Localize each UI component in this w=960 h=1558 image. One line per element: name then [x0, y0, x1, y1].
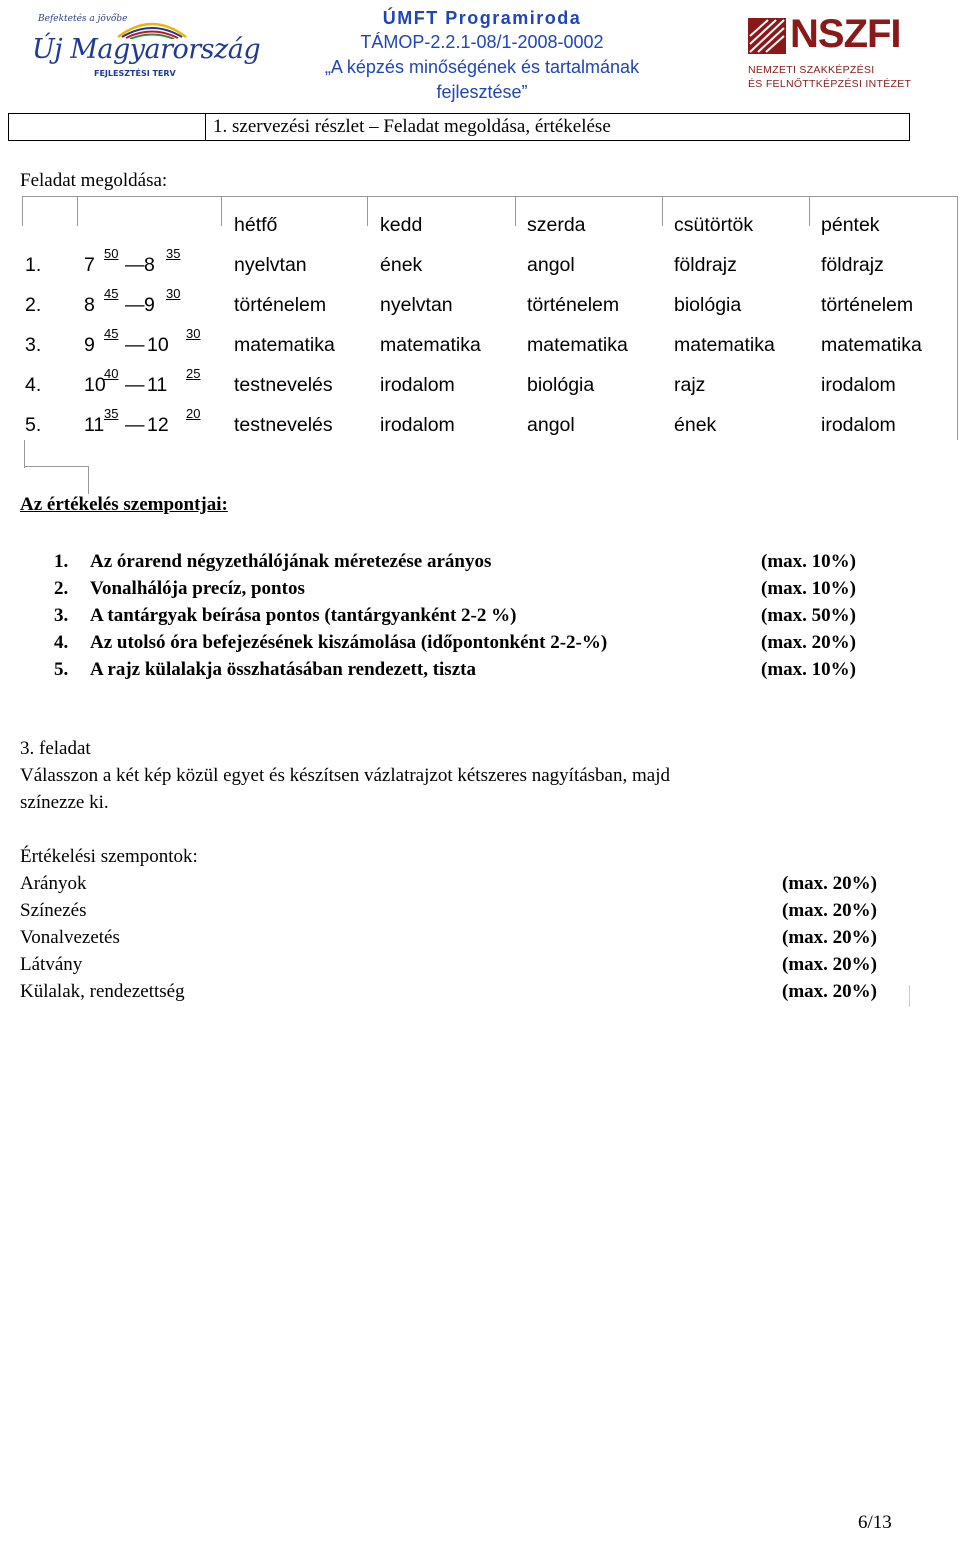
- subject-cell: nyelvtan: [380, 294, 453, 316]
- criterion-text: A rajz külalakja összhatásában rendezett, tiszta: [90, 659, 476, 680]
- table-col-divider: [809, 196, 810, 226]
- period-number: 3.: [25, 334, 42, 356]
- evaluation-title: Az értékelés szempontjai:: [20, 494, 228, 515]
- criterion-number: 2.: [54, 578, 69, 599]
- header-program-info: [262, 6, 702, 104]
- table-col-divider: [77, 196, 78, 226]
- subject-cell: matematika: [380, 334, 481, 356]
- task3-criterion-label: Vonalvezetés: [20, 927, 120, 948]
- day-header: szerda: [527, 214, 586, 236]
- task3-criteria-title: Értékelési szempontok:: [20, 846, 198, 867]
- task3-criterion-max: (max. 20%): [782, 900, 877, 921]
- title-box-divider: [205, 114, 206, 140]
- table-right-border: [957, 196, 958, 440]
- period-number: 1.: [25, 254, 42, 276]
- task3-criterion-label: Színezés: [20, 900, 87, 921]
- start-minute: 45: [104, 286, 119, 301]
- end-hour: 10: [147, 334, 169, 356]
- nszfi-line1: NEMZETI SZAKKÉPZÉSI: [748, 64, 875, 76]
- criterion-number: 5.: [54, 659, 69, 680]
- day-header: csütörtök: [674, 214, 754, 236]
- table-bottom-stub: [24, 440, 25, 468]
- start-hour: 11: [84, 414, 105, 436]
- logo-brand: Új Magyarország: [32, 34, 261, 65]
- subject-cell: angol: [527, 254, 575, 276]
- logo-subtitle: FEJLESZTÉSI TERV: [94, 69, 176, 78]
- end-hour: 12: [147, 414, 169, 436]
- criterion-text: Vonalhálója precíz, pontos: [90, 578, 305, 599]
- task3-criterion-label: Külalak, rendezettség: [20, 981, 185, 1002]
- time-dash: —: [125, 294, 145, 316]
- subject-cell: matematika: [527, 334, 628, 356]
- subject-cell: testnevelés: [234, 414, 333, 436]
- time-dash: —: [125, 254, 145, 276]
- criterion-max: (max. 10%): [761, 659, 856, 680]
- end-minute: 30: [186, 326, 201, 341]
- task3-criterion-label: Arányok: [20, 873, 87, 894]
- task3-criterion-max: (max. 20%): [782, 873, 877, 894]
- end-minute: 30: [166, 286, 181, 301]
- end-hour: 9: [144, 294, 155, 316]
- subject-cell: testnevelés: [234, 374, 333, 396]
- subject-cell: irodalom: [821, 374, 896, 396]
- start-hour: 8: [84, 294, 95, 316]
- task3-criterion-label: Látvány: [20, 954, 83, 975]
- criterion-text: Az órarend négyzethálójának méretezése arányos: [90, 551, 492, 572]
- criterion-max: (max. 50%): [761, 605, 856, 626]
- nszfi-line2: ÉS FELNŐTTKÉPZÉSI INTÉZET: [748, 78, 912, 90]
- end-minute: 25: [186, 366, 201, 381]
- start-minute: 50: [104, 246, 119, 261]
- end-minute: 20: [186, 406, 201, 421]
- criterion-number: 3.: [54, 605, 69, 626]
- page-number: 6/13: [858, 1512, 892, 1533]
- table-col-divider: [662, 196, 663, 226]
- time-dash: —: [125, 334, 145, 356]
- task3-criterion-max: (max. 20%): [782, 927, 877, 948]
- subject-cell: irodalom: [821, 414, 896, 436]
- time-dash: —: [125, 374, 145, 396]
- table-bottom-stub: [24, 466, 88, 467]
- table-bottom-stub: [88, 466, 89, 494]
- start-hour: 10: [84, 374, 106, 396]
- subject-cell: nyelvtan: [234, 254, 307, 276]
- day-header: hétfő: [234, 214, 278, 236]
- period-number: 2.: [25, 294, 42, 316]
- task3-criterion-max: (max. 20%): [782, 981, 877, 1002]
- program-office: ÚMFT Programiroda: [382, 8, 582, 28]
- subject-cell: történelem: [527, 294, 620, 316]
- criterion-number: 4.: [54, 632, 69, 653]
- table-top-border: [22, 196, 958, 197]
- uj-magyarorszag-logo: [22, 14, 261, 84]
- section-title-box: [8, 113, 910, 141]
- logo-tagline: Befektetés a jövőbe: [38, 14, 128, 24]
- criterion-text: Az utolsó óra befejezésének kiszámolása (időpontonként 2-2-%): [90, 632, 608, 653]
- table-col-divider: [515, 196, 516, 226]
- subject-cell: biológia: [527, 374, 595, 396]
- subject-cell: földrajz: [821, 254, 884, 276]
- subject-cell: matematika: [821, 334, 922, 356]
- subject-cell: történelem: [821, 294, 914, 316]
- start-minute: 45: [104, 326, 119, 341]
- project-code: TÁMOP-2.2.1-08/1-2008-0002: [360, 32, 604, 52]
- start-minute: 35: [104, 406, 119, 421]
- end-hour: 11: [147, 374, 168, 396]
- subject-cell: matematika: [234, 334, 335, 356]
- start-minute: 40: [104, 366, 119, 381]
- criterion-max: (max. 10%): [761, 551, 856, 572]
- time-dash: —: [125, 414, 145, 436]
- subject-cell: történelem: [234, 294, 327, 316]
- nszfi-mark-icon: [748, 16, 788, 56]
- project-title-line1: „A képzés minőségének és tartalmának: [324, 57, 640, 77]
- subject-cell: biológia: [674, 294, 742, 316]
- section-title: 1. szervezési részlet – Feladat megoldása, értékelése: [213, 116, 611, 137]
- table-left-border: [22, 196, 23, 226]
- subject-cell: matematika: [674, 334, 775, 356]
- start-hour: 7: [84, 254, 95, 276]
- task-label: Feladat megoldása:: [20, 170, 168, 191]
- right-margin-mark: [909, 985, 910, 1007]
- subject-cell: rajz: [674, 374, 706, 396]
- table-col-divider: [221, 196, 222, 226]
- end-minute: 35: [166, 246, 181, 261]
- subject-cell: angol: [527, 414, 575, 436]
- subject-cell: irodalom: [380, 374, 455, 396]
- nszfi-logo: [748, 12, 916, 90]
- task3-text-line1: Válasszon a két kép közül egyet és készítsen vázlatrajzot kétszeres nagyításban, majd: [20, 765, 670, 786]
- criterion-max: (max. 20%): [761, 632, 856, 653]
- subject-cell: földrajz: [674, 254, 737, 276]
- nszfi-name: NSZFI: [790, 12, 901, 56]
- table-col-divider: [367, 196, 368, 226]
- timetable: [22, 196, 958, 440]
- criterion-text: A tantárgyak beírása pontos (tantárgyanként 2-2 %): [90, 605, 517, 626]
- task3-criterion-max: (max. 20%): [782, 954, 877, 975]
- subject-cell: irodalom: [380, 414, 455, 436]
- period-number: 4.: [25, 374, 42, 396]
- end-hour: 8: [144, 254, 155, 276]
- project-title-line2: fejlesztése”: [436, 82, 528, 102]
- day-header: kedd: [380, 214, 423, 236]
- period-number: 5.: [25, 414, 42, 436]
- start-hour: 9: [84, 334, 95, 356]
- criterion-number: 1.: [54, 551, 69, 572]
- subject-cell: ének: [380, 254, 423, 276]
- task3-text-line2: színezze ki.: [20, 792, 109, 813]
- task3-heading: 3. feladat: [20, 738, 91, 759]
- criterion-max: (max. 10%): [761, 578, 856, 599]
- subject-cell: ének: [674, 414, 717, 436]
- day-header: péntek: [821, 214, 880, 236]
